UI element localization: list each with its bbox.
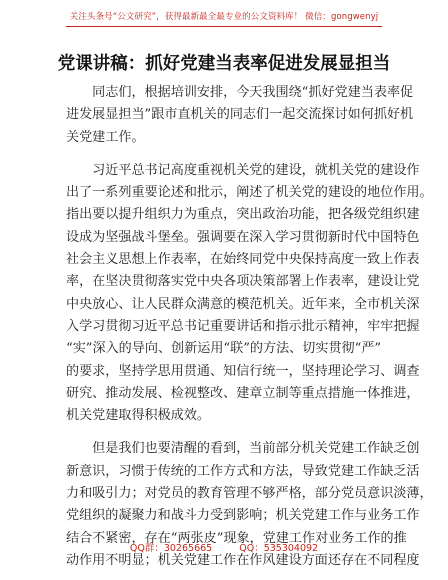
document-body xyxy=(66,82,433,572)
paragraph-line: 设成为坚强战斗堡垒。强调要在深入学习贯彻新时代中国特色 xyxy=(66,229,420,245)
footer-qq: QQ：535304092 xyxy=(239,543,319,554)
paragraph xyxy=(66,160,433,428)
paragraph-line: “实”深入的导向、创新运用“联”的方法、切实贯彻“严” xyxy=(66,341,382,357)
paragraph-line: 进发展显担当”跟市直机关的同志们一起交流探讨如何抓好机 xyxy=(66,107,414,123)
paragraph-line: 出了一系列重要论述和批示，阐述了机关党的建设的地位作用。 xyxy=(66,185,433,201)
paragraph-gap xyxy=(66,427,372,438)
paragraph-line: 力和吸引力；对党员的教育管理不够严格，部分党员意识淡薄， xyxy=(66,486,433,502)
paragraph-line: 新意识，习惯于传统的工作方式和方法，导致党建工作缺乏活 xyxy=(66,463,420,479)
paragraph-line: 研究、推动发展、检视整改、建章立制等重点措施一体推进， xyxy=(66,385,420,401)
paragraph-line: 的要求，坚持学思用贯通、知信行统一，坚持理论学习、调查 xyxy=(66,363,420,379)
paragraph-line: 机关党建取得积极成效。 xyxy=(66,408,211,424)
paragraph-line: 关党建工作。 xyxy=(66,129,145,145)
header-divider xyxy=(66,26,382,27)
paragraph-gap xyxy=(66,149,372,160)
paragraph-line: 指出要以提升组织力为重点，突出政治功能，把各级党组织建 xyxy=(66,207,420,223)
document-title: 党课讲稿：抓好党建当表率促进发展显担当 xyxy=(57,54,391,74)
header-promo-note: 关注头条号“公文研究”，获得最新最全最专业的公文资料库！ 微信：gongwenyj xyxy=(69,12,379,22)
footer-qq-group: QQ群：30265665 xyxy=(129,543,213,554)
paragraph xyxy=(66,82,414,149)
footer-contacts xyxy=(0,540,448,554)
paragraph-line: 入学习贯彻习近平总书记重要讲话和指示批示精神，牢牢把握 xyxy=(66,318,420,334)
paragraph-line: 结合不紧密，存在“两张皮”现象，党建工作对业务工作的推 xyxy=(66,530,407,546)
paragraph-line: 率，在坚决贯彻落实党中央各项决策部署上作表率，建设让党 xyxy=(66,274,420,290)
paragraph-line: 中央放心、让人民群众满意的模范机关。近年来，全市机关深 xyxy=(66,296,420,312)
paragraph-line: 动作用不明显；机关党建工作在作风建设方面还存在不同程度 xyxy=(66,552,420,568)
paragraph-line: 党组织的凝聚力和战斗力受到影响；机关党建工作与业务工作 xyxy=(66,508,420,524)
paragraph-line: 同志们，根据培训安排，今天我围绕“抓好党建当表率促 xyxy=(66,85,414,100)
paragraph-line: 习近平总书记高度重视机关党的建设，就机关党的建设作 xyxy=(66,162,420,178)
paragraph-line: 但是我们也要清醒的看到，当前部分机关党建工作缺乏创 xyxy=(66,441,420,457)
paragraph-line: 社会主义思想上作表率，在始终同党中央保持高度一致上作表 xyxy=(66,252,420,268)
